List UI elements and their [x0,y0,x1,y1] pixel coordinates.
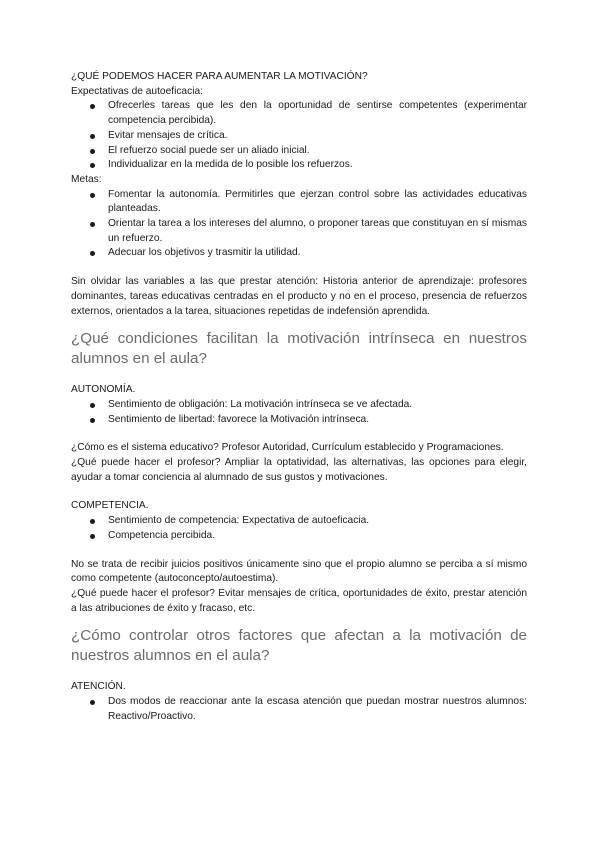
autonomia-label: AUTONOMÍA. [71,384,136,396]
heading-otros-factores: ¿Cómo controlar otros factores que afectan a la motivación de nuestros alumnos en el aula? [71,627,527,665]
expectativas-label: Expectativas de autoeficacia: [71,85,203,97]
list-item: Competencia percibida. [71,529,527,544]
list-item: Ofrecerles tareas que les den la oportunidad de sentirse competentes (experimentar competencia percibida). [71,99,527,128]
list-item: Individualizar en la medida de lo posible los refuerzos. [71,158,527,173]
competencia-paragraph-1: No se trata de recibir juicios positivos únicamente sino que el propio alumno se perciba a sí mismo como competente (autoconcepto/autoestima). [71,558,527,585]
metas-label: Metas: [71,173,102,185]
competencia-list [71,514,527,543]
list-item: Dos modos de reaccionar ante la escasa atención que puedan mostrar nuestros alumnos: Reactivo/Proactivo. [71,695,527,724]
autonomia-paragraph-2: ¿Qué puede hacer el profesor? Ampliar la optatividad, las alternativas, las opciones para elegir, ayudar a tomar conciencia al alumnado de sus gustos y motivaciones. [71,457,527,483]
heading-motivacion-intrinseca: ¿Qué condiciones facilitan la motivación intrínseca en nuestros alumnos en el aula? [71,330,527,368]
section-title: ¿QUÉ PODEMOS HACER PARA AUMENTAR LA MOTIVACIÓN? [71,71,368,82]
variables-paragraph: Sin olvidar las variables a las que prestar atención: Historia anterior de aprendizaje: profesores dominantes, tareas educativas centradas en el producto y no en el proceso, presencia de refuerzos externos, orientados a la tarea, situaciones repetidas de indefensión aprendida. [71,276,527,317]
list-item: El refuerzo social puede ser un aliado inicial. [71,144,527,159]
list-item: Sentimiento de obligación: La motivación intrínseca se ve afectada. [71,398,527,413]
atencion-label: ATENCIÓN. [71,681,126,693]
atencion-list [71,695,527,724]
list-item: Fomentar la autonomía. Permitirles que ejerzan control sobre las actividades educativas planteadas. [71,188,527,217]
list-item: Sentimiento de libertad: favorece la Motivación intrínseca. [71,413,527,428]
list-item: Evitar mensajes de crítica. [71,129,527,144]
competencia-label: COMPETENCIA. [71,500,149,512]
list-item: Adecuar los objetivos y trasmitir la utilidad. [71,246,527,261]
list-item: Orientar la tarea a los intereses del alumno, o proponer tareas que constituyan en sí mismas un refuerzo. [71,217,527,246]
autonomia-paragraph-1: ¿Cómo es el sistema educativo? Profesor Autoridad, Currículum establecido y Programaciones. [71,442,504,454]
competencia-paragraph-2: ¿Qué puede hacer el profesor? Evitar mensajes de crítica, oportunidades de éxito, prestar atención a las atribuciones de éxito y fracaso, etc. [71,587,527,614]
list-item: Sentimiento de competencia: Expectativa de autoeficacia. [71,514,527,529]
metas-list [71,188,527,262]
autonomia-list [71,398,527,427]
document-page [71,70,527,725]
expectativas-list [71,99,527,173]
